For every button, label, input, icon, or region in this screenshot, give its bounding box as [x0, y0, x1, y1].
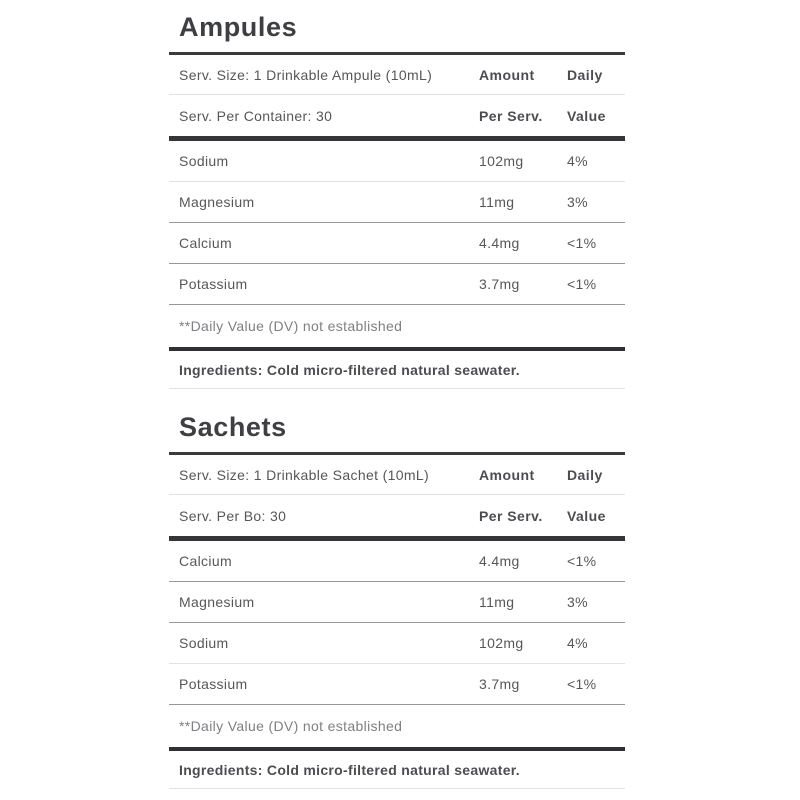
servings-per-box-label: Serv. Per Bo: 30 — [179, 507, 287, 524]
daily-value-note: **Daily Value (DV) not established — [179, 318, 403, 335]
nutrient-dv: 3% — [567, 194, 588, 211]
nutrient-amount: 3.7mg — [479, 676, 520, 693]
nutrient-name: Potassium — [179, 276, 248, 293]
nutrient-dv: 3% — [567, 594, 588, 611]
column-header-value: Value — [567, 107, 606, 124]
nutrient-row — [169, 264, 625, 305]
serving-size-label: Serv. Size: 1 Drinkable Sachet (10mL) — [179, 466, 430, 483]
daily-value-note: **Daily Value (DV) not established — [179, 718, 403, 735]
column-header-daily: Daily — [567, 66, 603, 83]
column-header-amount: Amount — [479, 66, 535, 83]
nutrient-dv: 4% — [567, 153, 588, 170]
ingredients-text: Ingredients: Cold micro-filtered natural seawater. — [179, 361, 520, 378]
ingredients-row — [169, 351, 625, 389]
nutrient-row — [169, 141, 625, 182]
column-header-daily: Daily — [567, 466, 603, 483]
nutrient-dv: <1% — [567, 676, 597, 693]
nutrient-name: Sodium — [179, 635, 229, 652]
nutrient-amount: 11mg — [479, 194, 515, 211]
nutrient-dv: <1% — [567, 276, 597, 293]
section-title-ampules: Ampules — [179, 12, 298, 42]
nutrient-amount: 4.4mg — [479, 553, 520, 570]
servings-per-container-row — [169, 95, 625, 136]
nutrient-amount: 102mg — [479, 635, 524, 652]
nutrient-name: Magnesium — [179, 594, 255, 611]
daily-value-note-row — [169, 705, 625, 747]
supplement-facts-panel — [169, 12, 625, 789]
nutrient-row — [169, 541, 625, 582]
ingredients-text: Ingredients: Cold micro-filtered natural seawater. — [179, 761, 520, 778]
ingredients-row — [169, 751, 625, 789]
nutrient-amount: 102mg — [479, 153, 524, 170]
nutrient-amount: 3.7mg — [479, 276, 520, 293]
nutrient-amount: 4.4mg — [479, 235, 520, 252]
column-header-per-serv: Per Serv. — [479, 107, 543, 124]
servings-per-container-label: Serv. Per Container: 30 — [179, 107, 333, 124]
nutrient-row — [169, 182, 625, 223]
nutrient-row — [169, 582, 625, 623]
column-header-value: Value — [567, 507, 606, 524]
serving-size-row — [169, 455, 625, 495]
nutrient-name: Calcium — [179, 235, 233, 252]
serving-size-row — [169, 55, 625, 95]
serving-size-label: Serv. Size: 1 Drinkable Ampule (10mL) — [179, 66, 433, 83]
section-title-sachets: Sachets — [179, 412, 287, 443]
nutrient-amount: 11mg — [479, 594, 515, 611]
daily-value-note-row — [169, 305, 625, 347]
nutrient-row — [169, 623, 625, 664]
nutrient-row — [169, 223, 625, 264]
servings-per-box-row — [169, 495, 625, 536]
nutrient-name: Sodium — [179, 153, 229, 170]
nutrient-dv: 4% — [567, 635, 588, 652]
nutrient-dv: <1% — [567, 553, 597, 570]
column-header-amount: Amount — [479, 466, 535, 483]
nutrient-name: Potassium — [179, 676, 248, 693]
nutrient-row — [169, 664, 625, 705]
nutrient-name: Magnesium — [179, 194, 255, 211]
nutrient-name: Calcium — [179, 553, 233, 570]
nutrient-dv: <1% — [567, 235, 597, 252]
column-header-per-serv: Per Serv. — [479, 507, 543, 524]
